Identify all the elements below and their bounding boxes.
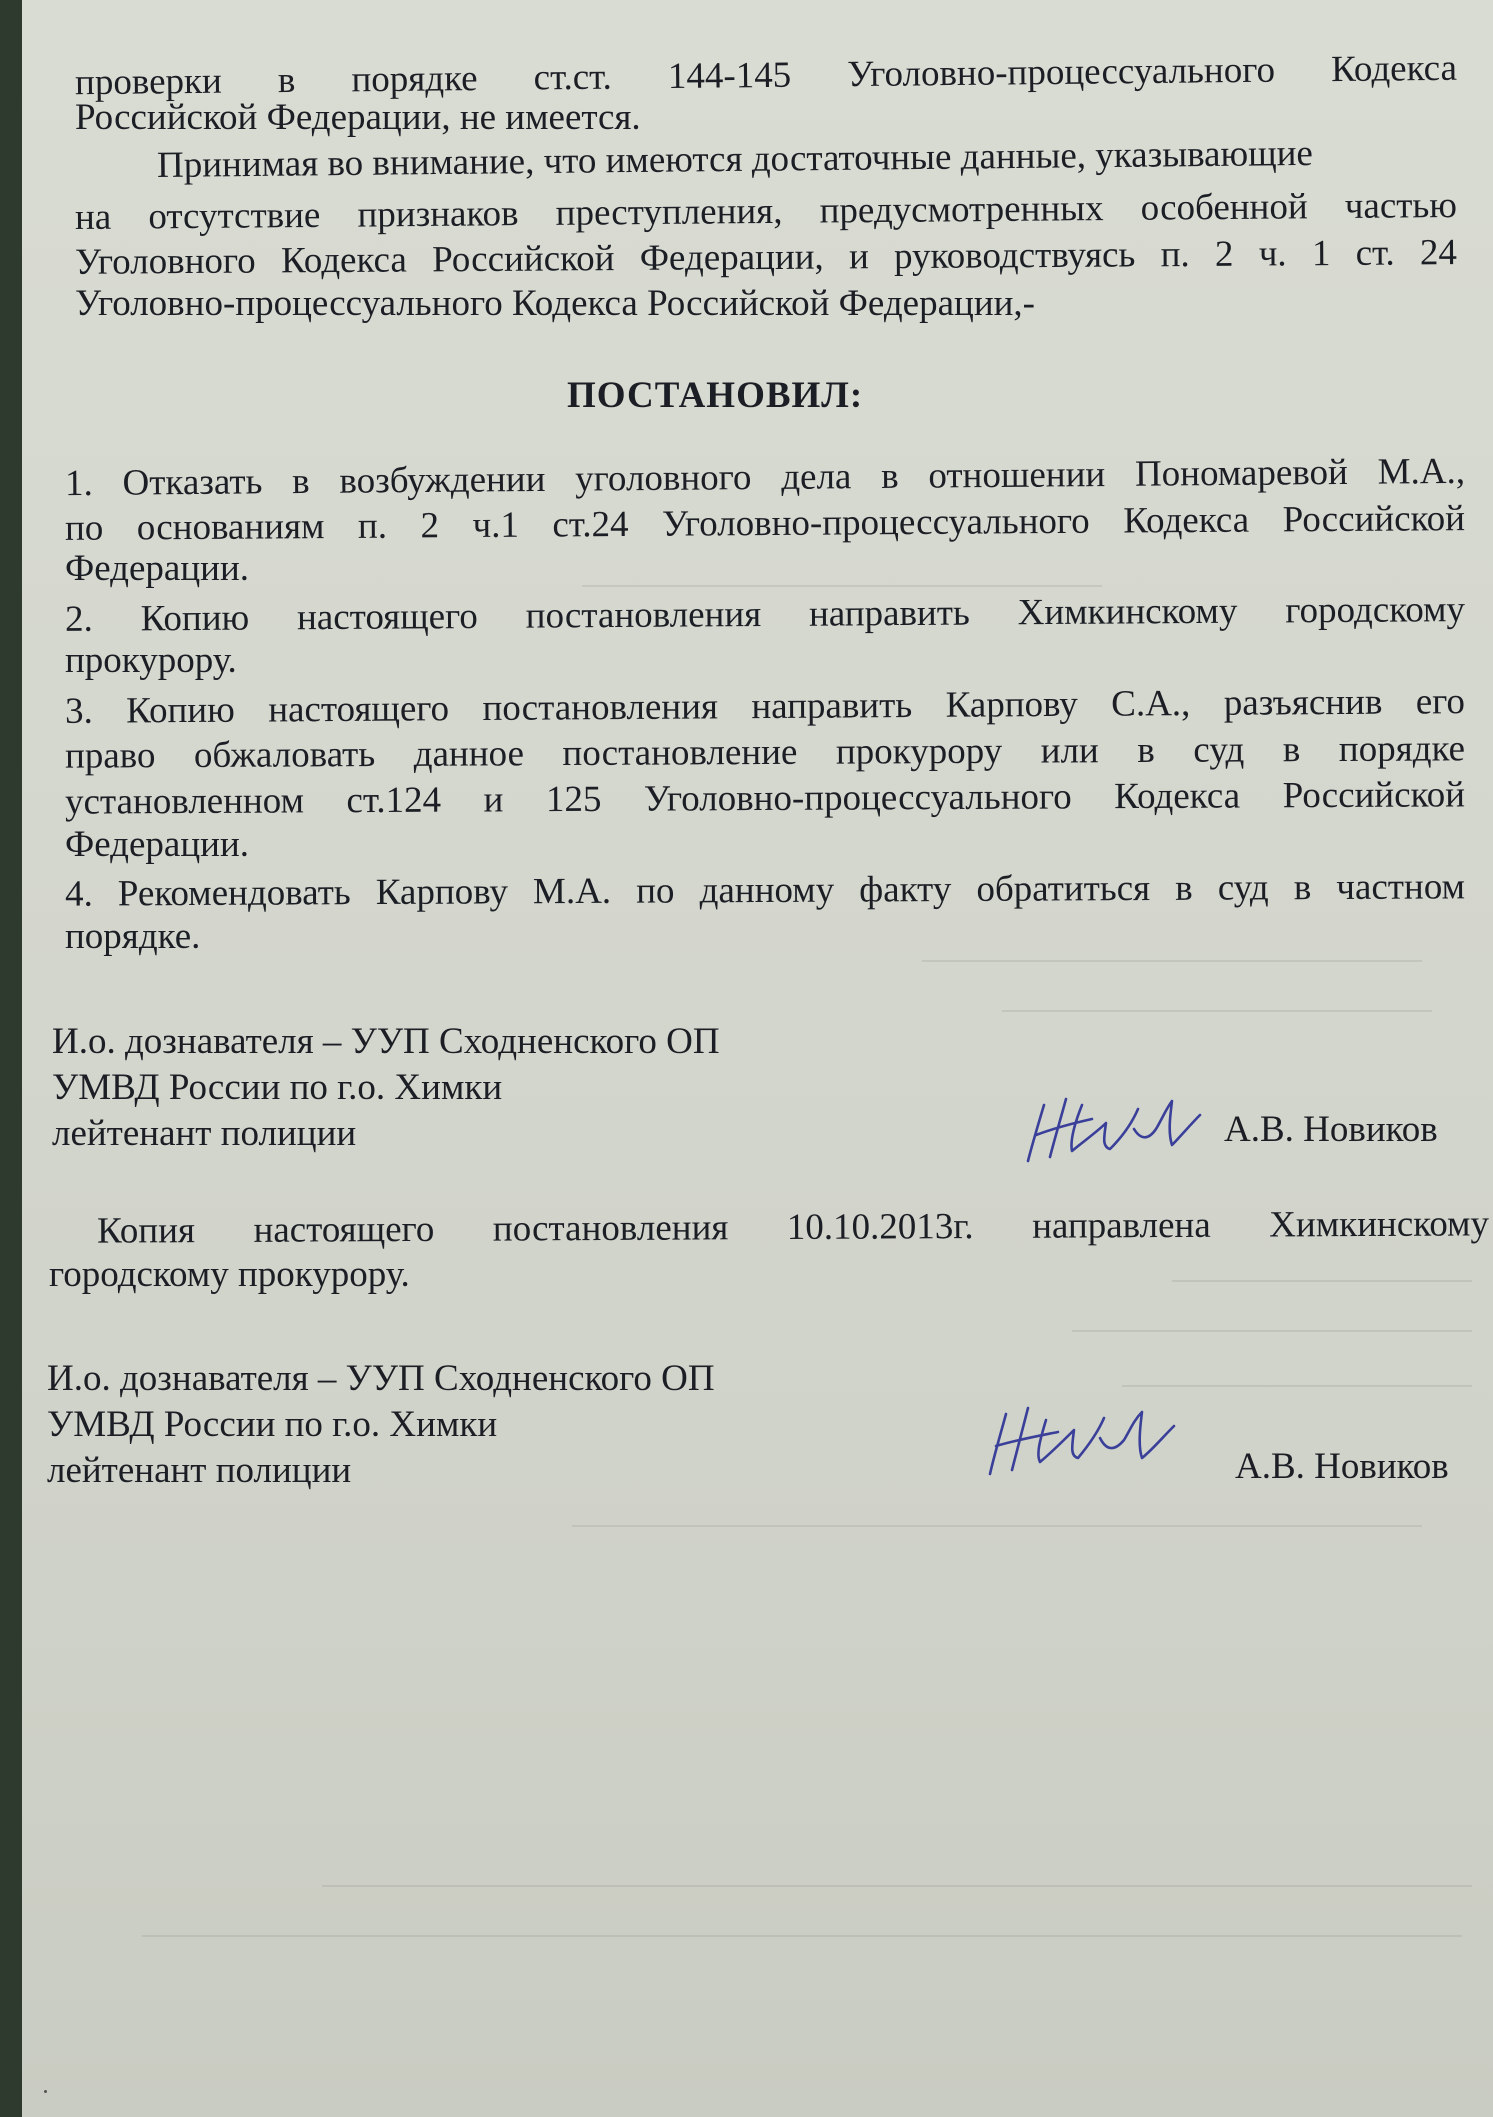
paragraph-line: на отсутствие признаков преступления, предусмотренных особенной частью (74, 184, 1458, 239)
handwritten-signature-1 (1022, 1085, 1212, 1165)
bleed-through-mark (142, 1935, 1462, 1937)
decision-item-line: порядке. (65, 916, 201, 957)
decision-item-line: 3. Копию настоящего постановления направить Карпову С.А., разъяснив его (64, 681, 1466, 732)
signatory-rank: лейтенант полиции (52, 1113, 357, 1154)
bleed-through-mark (1072, 1330, 1472, 1332)
paper-speck (44, 2090, 47, 2093)
bleed-through-mark (1122, 1385, 1472, 1387)
signatory-department: УМВД России по г.о. Химки (52, 1067, 503, 1108)
signatory-position: И.о. дознавателя – УУП Сходненского ОП (52, 1021, 720, 1062)
decision-item-line: по основаниям п. 2 ч.1 ст.24 Уголовно-процессуального Кодекса Российской (64, 498, 1466, 549)
paragraph-line: Российской Федерации, не имеется. (75, 97, 641, 138)
decision-item-line: право обжаловать данное постановление прокурору или в суд в порядке (64, 728, 1466, 777)
decision-item-line: 2. Копию настоящего постановления направить Химкинскому городскому (64, 589, 1466, 640)
bleed-through-mark (922, 960, 1422, 962)
copy-note-line: городскому прокурору. (49, 1254, 410, 1295)
bleed-through-mark (572, 1525, 1422, 1527)
bleed-through-mark (1002, 1010, 1432, 1012)
bleed-through-mark (1172, 1280, 1472, 1282)
paragraph-line: Уголовного Кодекса Российской Федерации, и руководствуясь п. 2 ч. 1 ст. 24 (74, 232, 1458, 283)
paragraph-line: Принимая во внимание, что имеются достаточные данные, указывающие (156, 132, 1314, 186)
signatory-name: А.В. Новиков (1224, 1109, 1438, 1150)
paragraph-line: Уголовно-процессуального Кодекса Российской Федерации,- (75, 283, 1035, 324)
signatory-position: И.о. дознавателя – УУП Сходненского ОП (47, 1358, 715, 1399)
decision-item-line: 1. Отказать в возбуждении уголовного дела в отношении Пономаревой М.А., (64, 450, 1466, 505)
decision-item-line: Федерации. (65, 548, 249, 589)
bleed-through-mark (322, 1885, 1472, 1887)
decision-heading: ПОСТАНОВИЛ: (567, 375, 864, 416)
copy-note-line: Копия настоящего постановления 10.10.2013г. направлена Химкинскому (96, 1203, 1490, 1252)
bleed-through-mark (582, 585, 1102, 587)
decision-item-line: 4. Рекомендовать Карпову М.А. по данному факту обратиться в суд в частном (64, 866, 1466, 915)
decision-item-line: установленном ст.124 и 125 Уголовно-процессуального Кодекса Российской (64, 774, 1466, 823)
signatory-department: УМВД России по г.о. Химки (47, 1404, 498, 1445)
document-page (22, 0, 1493, 2117)
handwritten-signature-2 (982, 1398, 1182, 1478)
paragraph-line: проверки в порядке ст.ст. 144-145 Уголовно-процессуального Кодекса (74, 47, 1458, 104)
decision-item-line: прокурору. (65, 640, 237, 681)
decision-item-line: Федерации. (65, 824, 249, 865)
signatory-rank: лейтенант полиции (47, 1450, 352, 1491)
signatory-name: А.В. Новиков (1235, 1446, 1449, 1487)
